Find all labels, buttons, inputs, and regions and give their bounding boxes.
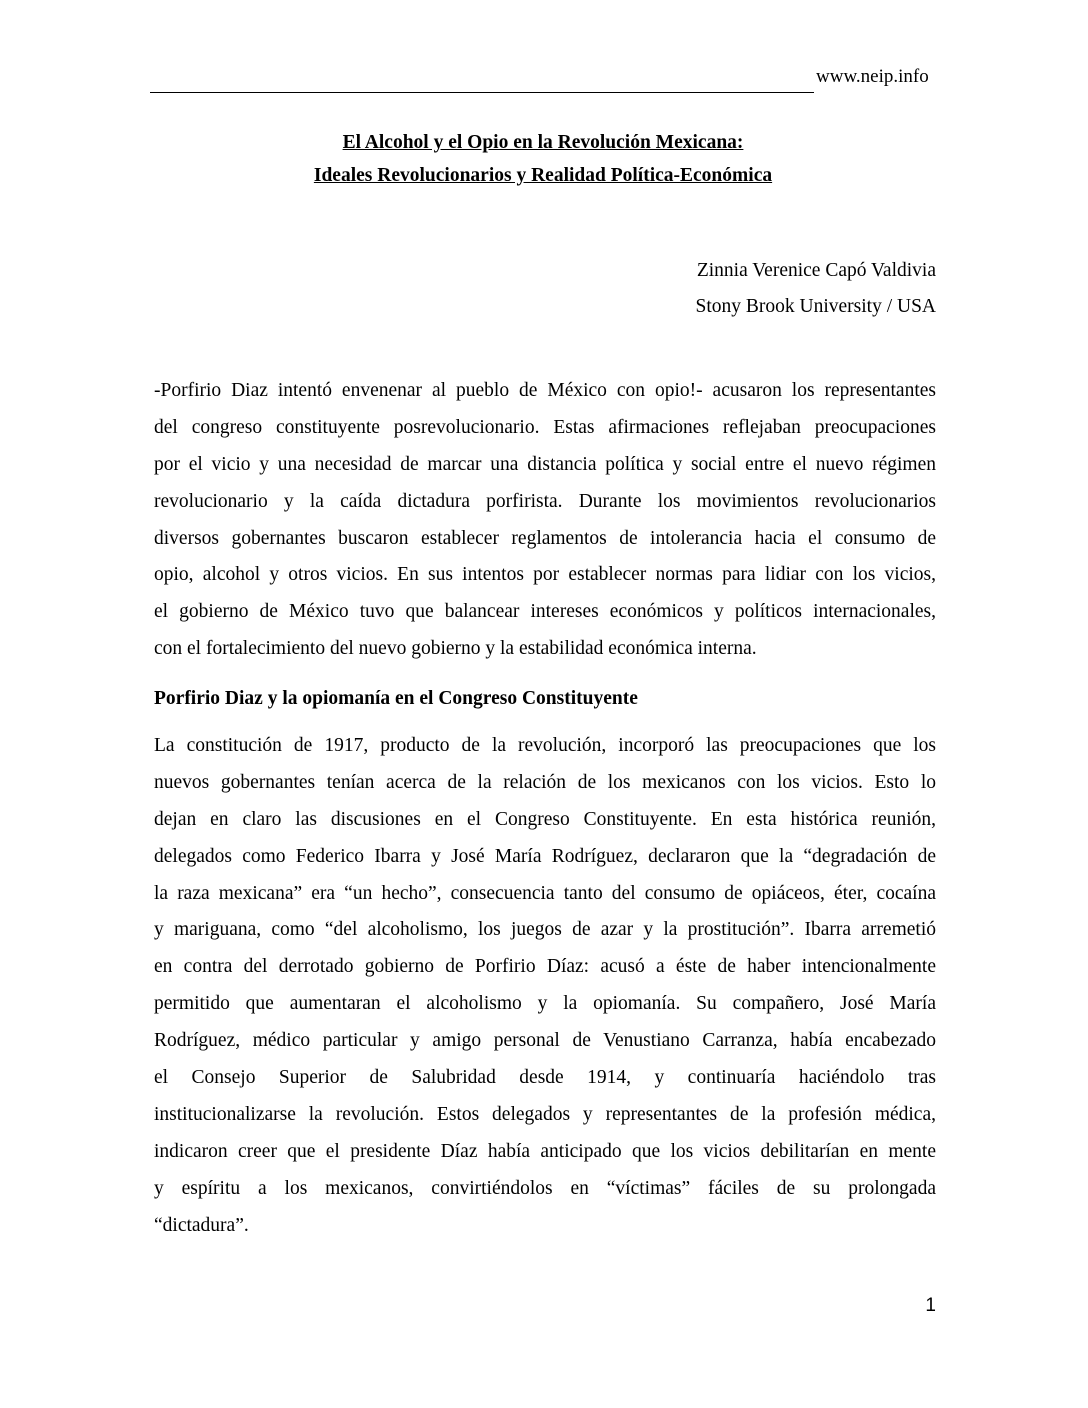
author-name: Zinnia Verenice Capó Valdivia xyxy=(696,260,936,281)
paragraph-line: y espíritu a los mexicanos, convirtiéndolos en “víctimas” fáciles de su prolongada xyxy=(154,1177,936,1199)
paragraph-line: La constitución de 1917, producto de la revolución, incorporó las preocupaciones que los xyxy=(154,735,936,756)
section-paragraph xyxy=(154,728,936,1244)
paragraph-line: dejan en claro las discusiones en el Congreso Constituyente. En esta histórica reunión, xyxy=(154,808,936,830)
paragraph-line: -Porfirio Diaz intentó envenenar al pueblo de México con opio!- acusaron los representantes xyxy=(154,380,936,401)
title-line-1: El Alcohol y el Opio en la Revolución Mexicana: xyxy=(342,132,744,153)
paragraph-line: el Consejo Superior de Salubridad desde 1914, y continuaría haciéndolo tras xyxy=(154,1067,936,1089)
paragraph-line: institucionalizarse la revolución. Estos delegados y representantes de la profesión médica, xyxy=(154,1103,936,1125)
paragraph-line: diversos gobernantes buscaron establecer reglamentos de intolerancia hacia el consumo de xyxy=(154,527,936,549)
paragraph-line: indicaron creer que el presidente Díaz había anticipado que los vicios debilitarían en mente xyxy=(154,1140,936,1162)
paragraph-line: la raza mexicana” era “un hecho”, consecuencia tanto del consumo de opiáceos, éter, cocaína xyxy=(154,882,936,904)
header-rule xyxy=(150,92,814,93)
title-line-2: Ideales Revolucionarios y Realidad Política-Económica xyxy=(313,165,773,186)
paragraph-line: permitido que aumentaran el alcoholismo y la opiomanía. Su compañero, José María xyxy=(154,993,936,1015)
paragraph-line: “dictadura”. xyxy=(154,1214,249,1236)
paragraph-line: delegados como Federico Ibarra y José María Rodríguez, declararon que la “degradación de xyxy=(154,845,936,867)
paragraph-line: el gobierno de México tuvo que balancear intereses económicos y políticos internacionales, xyxy=(154,601,936,623)
paragraph-line: opio, alcohol y otros vicios. En sus intentos por establecer normas para lidiar con los vicios, xyxy=(154,564,936,586)
paragraph-line: del congreso constituyente posrevolucionario. Estas afirmaciones reflejaban preocupaciones xyxy=(154,416,936,438)
paragraph-line: y mariguana, como “del alcoholismo, los juegos de azar y la prostitución”. Ibarra arremetió xyxy=(154,919,936,941)
page-number: 1 xyxy=(925,1295,936,1316)
author-block xyxy=(150,253,936,325)
paragraph-line: Rodríguez, médico particular y amigo personal de Venustiano Carranza, había encabezado xyxy=(154,1030,936,1052)
paragraph-line: en contra del derrotado gobierno de Porfirio Díaz: acusó a éste de haber intencionalmente xyxy=(154,956,936,978)
document-title xyxy=(150,126,936,192)
paragraph-line: por el vicio y una necesidad de marcar una distancia política y social entre el nuevo régimen xyxy=(154,453,936,475)
paragraph-line: nuevos gobernantes tenían acerca de la relación de los mexicanos con los vicios. Esto lo xyxy=(154,771,936,793)
paragraph-line: revolucionario y la caída dictadura porfirista. Durante los movimientos revolucionarios xyxy=(154,490,936,512)
header-site-url: www.neip.info xyxy=(816,66,929,87)
author-affiliation: Stony Brook University / USA xyxy=(695,296,936,317)
intro-paragraph xyxy=(154,373,936,668)
paragraph-line: con el fortalecimiento del nuevo gobierno y la estabilidad económica interna. xyxy=(154,638,757,660)
section-heading: Porfirio Diaz y la opiomanía en el Congreso Constituyente xyxy=(154,688,638,709)
